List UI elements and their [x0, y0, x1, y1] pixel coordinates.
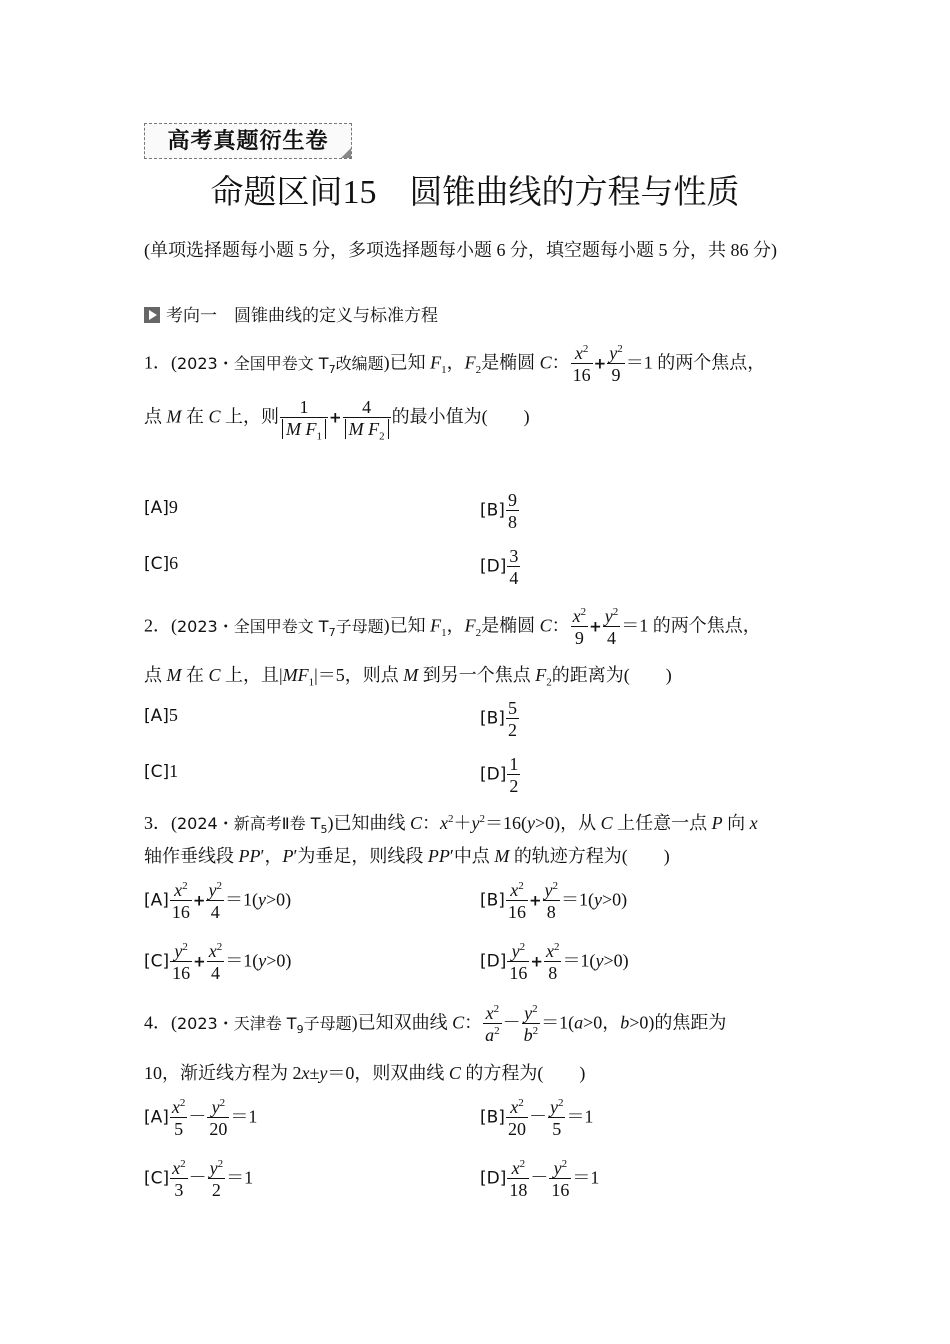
- fraction: $\frac{y^2}{16}$: [509, 941, 528, 983]
- question-4-option-b[interactable]: [B] $\frac{x^2}{20}$ － $\frac{y^2}{5}$ ＝1: [480, 1097, 594, 1139]
- fraction: $\frac{x^2}{5}$: [171, 1097, 186, 1139]
- series-badge-text: 高考真题衍生卷: [167, 128, 329, 154]
- title-prefix: 命题区间: [210, 172, 343, 211]
- play-triangle-icon: [144, 307, 160, 323]
- question-4-source: 2023・天津卷 $T_9$子母题: [177, 1013, 352, 1036]
- question-3-option-b[interactable]: [B] $\frac{x^2}{16}$ + $\frac{y^2}{8}$ ＝1(y>0): [480, 880, 628, 922]
- fraction: $\frac{y^2}{5}$: [549, 1097, 564, 1139]
- fraction: $\frac{x^2}{16}$: [507, 880, 526, 922]
- fraction: $\frac{y^2}{16}$: [551, 1158, 570, 1200]
- fraction: $\frac{x^2}{16}$: [572, 343, 591, 385]
- fraction: $\frac{x^2}{16}$: [171, 880, 190, 922]
- question-1-number: 1．: [144, 352, 171, 373]
- fraction: $\frac{x^2}{18}$: [509, 1158, 528, 1200]
- fraction: $\frac{1}{M F_1}$: [280, 397, 328, 440]
- fraction: $\frac{3}{4}$: [509, 546, 519, 588]
- question-2-option-b[interactable]: [B] $\frac{5}{2}$: [480, 698, 517, 740]
- fraction: $\frac{y^2}{20}$: [209, 1097, 228, 1139]
- question-3-option-c[interactable]: [C] $\frac{y^2}{16}$ + $\frac{x^2}{4}$ ＝1(y>0): [144, 941, 292, 983]
- question-3-option-a[interactable]: [A] $\frac{x^2}{16}$ + $\frac{y^2}{4}$ ＝1(y>0): [144, 880, 292, 922]
- fraction: $\frac{y^2}{4}$: [604, 606, 619, 648]
- badge-corner-icon: [341, 148, 351, 158]
- fraction: $\frac{y^2}{9}$: [609, 343, 623, 385]
- fraction: $\frac{5}{2}$: [507, 698, 517, 740]
- scoring-note: (单项选择题每小题 5 分，多项选择题每小题 6 分，填空题每小题 5 分，共 86 分): [144, 240, 777, 260]
- question-4-number: 4．: [144, 1012, 171, 1033]
- question-2-option-a[interactable]: [A]5: [144, 705, 178, 726]
- question-2-line-1: 2．(2023・全国甲卷文 $T_7$子母题)已知 $F_1$，$F_2$是椭圆 C： $\frac{x^2}{9}$ + $\frac{y^2}{4}$ ＝1 的两个焦点，: [144, 606, 761, 648]
- question-3-option-d[interactable]: [D] $\frac{y^2}{16}$ + $\frac{x^2}{8}$ ＝1(y>0): [480, 941, 629, 983]
- fraction: $\frac{y^2}{4}$: [208, 880, 222, 922]
- question-1-option-b[interactable]: [B] $\frac{9}{8}$: [480, 490, 517, 532]
- question-1-line-2: 点 M 在 C 上，则 $\frac{1}{M F_1}$ + $\frac{4}{M F_2}$ 的最小值为( ): [144, 397, 530, 443]
- series-badge: [144, 123, 352, 159]
- question-3-line-2: 轴作垂线段 PP′，P′为垂足，则线段 PP′中点 M 的轨迹方程为( ): [144, 846, 670, 866]
- question-2-source: 2023・全国甲卷文 $T_7$子母题: [177, 616, 384, 639]
- fraction: $\frac{y^2}{8}$: [544, 880, 559, 922]
- question-4-option-c[interactable]: [C] $\frac{x^2}{3}$ － $\frac{y^2}{2}$ ＝1: [144, 1158, 254, 1200]
- question-3-source: 2024・新高考Ⅱ卷 $T_5$: [177, 814, 328, 837]
- fraction: $\frac{4}{M F_2}$: [343, 397, 391, 440]
- fraction: $\frac{x^2}{a^2}$: [485, 1003, 500, 1045]
- fraction: $\frac{x^2}{3}$: [172, 1158, 186, 1200]
- title-topic: 圆锥曲线的方程与性质: [409, 172, 740, 211]
- question-3-number: 3．: [144, 813, 171, 833]
- fraction: $\frac{x^2}{9}$: [572, 606, 587, 648]
- question-2-number: 2．: [144, 615, 171, 636]
- question-2-option-d[interactable]: [D] $\frac{1}{2}$: [480, 754, 519, 796]
- fraction: $\frac{y^2}{16}$: [172, 941, 191, 983]
- fraction: $\frac{x^2}{20}$: [507, 1097, 526, 1139]
- fraction: $\frac{y^2}{b^2}$: [523, 1003, 539, 1045]
- question-2-line-2: 点 M 在 C 上，且$|MF_1|=5$，则点 M 到另一个焦点 $F_2$的距离为( ): [144, 665, 672, 689]
- question-1-source: 2023・全国甲卷文 $T_7$改编题: [177, 353, 384, 376]
- fraction: $\frac{x^2}{4}$: [208, 941, 223, 983]
- fraction: $\frac{y^2}{2}$: [209, 1158, 224, 1200]
- question-1-line-1: 1．(2023・全国甲卷文 $T_7$改编题)已知 $F_1$，$F_2$是椭圆 C： $\frac{x^2}{16}$ + $\frac{y^2}{9}$ ＝1 的两个焦点，: [144, 343, 766, 385]
- question-2-option-c[interactable]: [C]1: [144, 761, 179, 782]
- page-title: [0, 168, 950, 217]
- question-1-option-c[interactable]: [C]6: [144, 553, 179, 574]
- fraction: $\frac{x^2}{8}$: [545, 941, 560, 983]
- question-4-option-d[interactable]: [D] $\frac{x^2}{18}$ － $\frac{y^2}{16}$ ＝1: [480, 1158, 600, 1200]
- fraction: $\frac{1}{2}$: [509, 754, 519, 796]
- fraction: $\frac{9}{8}$: [507, 490, 517, 532]
- section-label: 考向一 圆锥曲线的定义与标准方程: [166, 306, 438, 326]
- question-1-option-d[interactable]: [D] $\frac{3}{4}$: [480, 546, 519, 588]
- question-4-option-a[interactable]: [A] $\frac{x^2}{5}$ － $\frac{y^2}{20}$ ＝1: [144, 1097, 258, 1139]
- title-number: 15: [342, 174, 377, 211]
- question-3-line-1: 3．(2024・新高考Ⅱ卷 $T_5$)已知曲线 C：$x^2+y^2=16(y>0)$，从 C 上任意一点 P 向 x: [144, 813, 758, 837]
- question-1-option-a[interactable]: [A]9: [144, 497, 178, 518]
- section-heading: [144, 303, 438, 329]
- question-4-line-1: 4．(2023・天津卷 $T_9$子母题)已知双曲线 C： $\frac{x^2}{a^2}$ － $\frac{y^2}{b^2}$ ＝1(a>0，b>0)的焦距为: [144, 1003, 727, 1045]
- question-4-line-2: 10，渐近线方程为 2x±y＝0，则双曲线 C 的方程为( ): [144, 1063, 586, 1083]
